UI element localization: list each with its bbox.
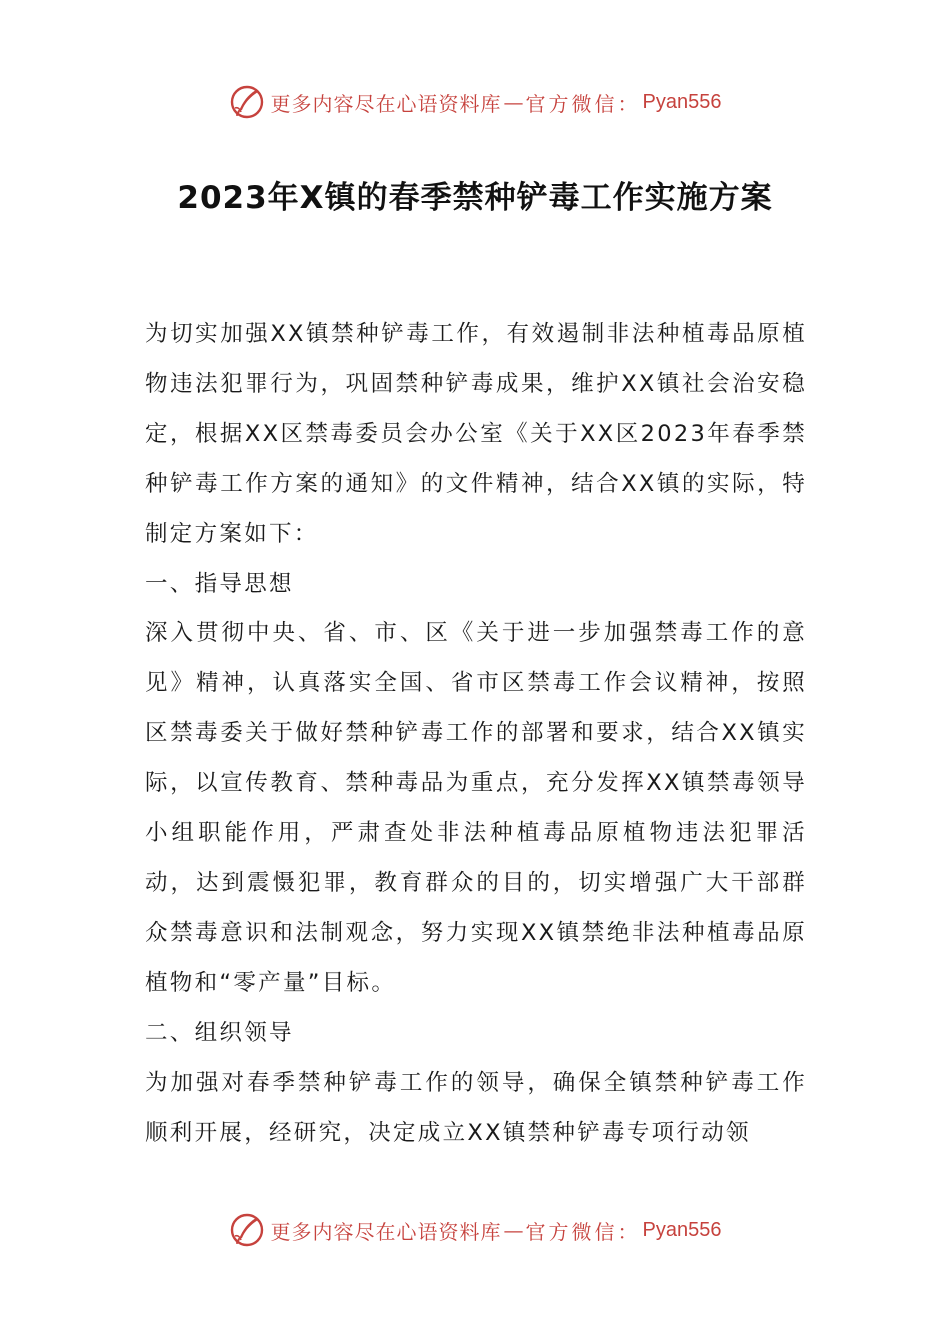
watermark-label: 官方微信： bbox=[525, 1219, 641, 1244]
watermark-wechat-id: Pyan556 bbox=[642, 1218, 722, 1241]
watermark-separator: — bbox=[503, 1218, 524, 1242]
guiding-thought-paragraph: 深入贯彻中央、省、市、区《关于进一步加强禁毒工作的意见》精神，认真落实全国、省市区禁毒工作会议精神，按照区禁毒委关于做好禁种铲毒工作的部署和要求，结合XX镇实际，以宣传教育、禁种毒品为重点，充分发挥XX镇禁毒领导小组职能作用，严肃查处非法种植毒品原植物违法犯罪活动，达到震慑犯罪，教育群众的目的，切实增强广大干部群众禁毒意识和法制观念，努力实现XX镇禁绝非法种植毒品原植物和“零产量”目标。 bbox=[145, 620, 807, 996]
watermark-label: 官方微信： bbox=[525, 91, 641, 116]
footer-watermark bbox=[0, 1210, 950, 1250]
watermark-separator: — bbox=[503, 90, 524, 114]
section-heading-guiding-thought: 一、指导思想 bbox=[145, 570, 294, 597]
watermark-wechat-id: Pyan556 bbox=[642, 90, 722, 113]
quill-pen-icon bbox=[229, 1212, 265, 1248]
header-watermark bbox=[0, 82, 950, 122]
quill-pen-icon bbox=[229, 84, 265, 120]
organization-paragraph: 为加强对春季禁种铲毒工作的领导，确保全镇禁种铲毒工作顺利开展，经研究，决定成立XX镇禁种铲毒专项行动领 bbox=[145, 1069, 807, 1146]
section-heading-organization: 二、组织领导 bbox=[145, 1019, 294, 1046]
document-body bbox=[145, 310, 807, 1158]
watermark-site-text: 更多内容尽在心语资料库 bbox=[270, 1219, 502, 1244]
document-title: 2023年X镇的春季禁种铲毒工作实施方案 bbox=[177, 180, 773, 216]
intro-paragraph: 为切实加强XX镇禁种铲毒工作，有效遏制非法种植毒品原植物违法犯罪行为，巩固禁种铲毒成果，维护XX镇社会治安稳定，根据XX区禁毒委员会办公室《关于XX区2023年春季禁种铲毒工作方案的通知》的文件精神，结合XX镇的实际，特制定方案如下： bbox=[145, 321, 807, 547]
watermark-site-text: 更多内容尽在心语资料库 bbox=[270, 91, 502, 116]
